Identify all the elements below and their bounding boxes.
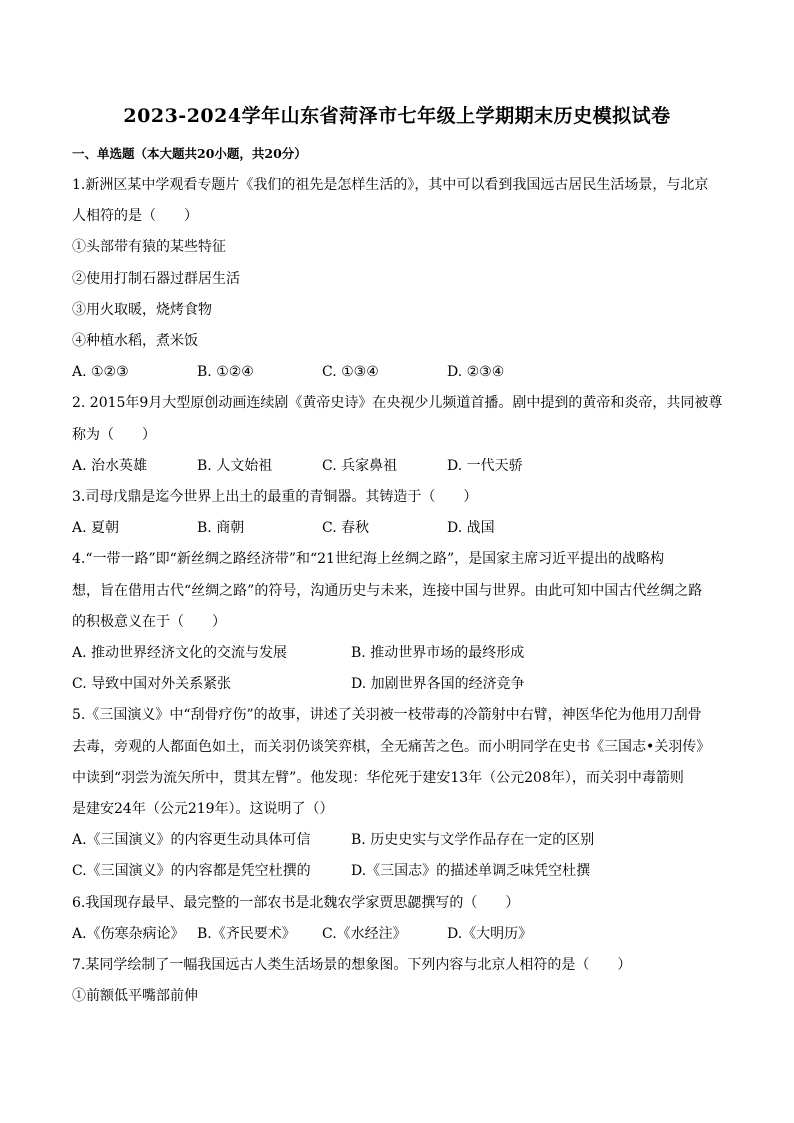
- question-text: 去毒，旁观的人都面色如土，而关羽仍谈笑弈棋，全无痛苦之色。而小明同学在史书《三国志•关羽传》: [72, 738, 711, 755]
- options-row: [72, 825, 722, 856]
- option-c[interactable]: C. 导致中国对外关系紧张: [72, 676, 232, 693]
- options-row: [72, 638, 722, 669]
- question-5: [72, 700, 722, 887]
- question-2: [72, 388, 722, 482]
- question-text: 中读到“羽尝为流矢所中，贯其左臂”。他发现：华佗死于建安13年（公元208年），而关羽中毒箭则: [72, 769, 684, 786]
- option-a[interactable]: A. ①②③: [72, 364, 129, 381]
- option-a[interactable]: A. 夏朝: [72, 520, 120, 537]
- option-d[interactable]: D. 一代天骄: [447, 457, 523, 474]
- statement-item: ④种植水稻，煮米饭: [72, 333, 198, 350]
- option-a[interactable]: A.《伤寒杂病论》: [72, 925, 185, 942]
- question-text: 3.司母戊鼎是迄今世界上出土的最重的青铜器。其铸造于（ ）: [72, 489, 478, 506]
- question-1: [72, 170, 722, 388]
- question-text: 4.“一带一路”即“新丝绸之路经济带”和“21世纪海上丝绸之路”，是国家主席习近平提出的战略构: [72, 551, 665, 568]
- options-row: [72, 669, 722, 700]
- option-b[interactable]: B. 商朝: [197, 520, 245, 537]
- question-text: 2. 2015年9月大型原创动画连续剧《黄帝史诗》在央视少儿频道首播。剧中提到的黄帝和炎帝，共同被尊: [72, 395, 723, 412]
- option-d[interactable]: D.《三国志》的描述单调乏味凭空杜撰: [351, 863, 591, 880]
- question-6: [72, 888, 722, 950]
- option-a[interactable]: A. 治水英雄: [72, 457, 148, 474]
- statement-item: ②使用打制石器过群居生活: [72, 270, 240, 287]
- question-text: 是建安24年（公元219年）。这说明了（）: [72, 801, 334, 818]
- question-text: 7.某同学绘制了一幅我国远古人类生活场景的想象图。下列内容与北京人相符的是（ ）: [72, 957, 632, 974]
- option-b[interactable]: B. 推动世界市场的最终形成: [351, 645, 525, 662]
- option-c[interactable]: C.《三国演义》的内容都是凭空杜撰的: [72, 863, 311, 880]
- option-a[interactable]: A.《三国演义》的内容更生动具体可信: [72, 832, 311, 849]
- options-row: [72, 856, 722, 887]
- options-row: [72, 451, 722, 482]
- options-row: [72, 357, 722, 388]
- option-c[interactable]: C. 兵家鼻祖: [322, 457, 398, 474]
- option-b[interactable]: B. 人文始祖: [197, 457, 273, 474]
- statement-item: ③用火取暖，烧烤食物: [72, 301, 212, 318]
- option-d[interactable]: D. 加剧世界各国的经济竞争: [351, 676, 525, 693]
- question-4: [72, 544, 722, 700]
- option-b[interactable]: B.《齐民要术》: [197, 925, 296, 942]
- page-title: 2023-2024学年山东省菏泽市七年级上学期期末历史模拟试卷: [123, 105, 671, 127]
- option-c[interactable]: C. ①③④: [322, 364, 379, 381]
- question-text: 6.我国现存最早、最完整的一部农书是北魏农学家贾思勰撰写的（ ）: [72, 894, 520, 911]
- options-row: [72, 513, 722, 544]
- question-3: [72, 482, 722, 544]
- statement-item: ①头部带有猿的某些特征: [72, 239, 226, 256]
- question-text: 5.《三国演义》中“刮骨疗伤”的故事，讲述了关羽被一枝带毒的冷箭射中右臂，神医华佗为他用刀刮骨: [72, 707, 702, 724]
- question-text: 称为（ ）: [72, 426, 156, 443]
- option-d[interactable]: D. 战国: [447, 520, 495, 537]
- question-text: 人相符的是（ ）: [72, 208, 198, 225]
- option-d[interactable]: D.《大明历》: [447, 925, 533, 942]
- option-b[interactable]: B. 历史史实与文学作品存在一定的区别: [351, 832, 595, 849]
- option-c[interactable]: C.《水经注》: [322, 925, 407, 942]
- section-heading: 一、单选题（本大题共20小题，共20分）: [72, 146, 307, 161]
- option-d[interactable]: D. ②③④: [447, 364, 505, 381]
- option-b[interactable]: B. ①②④: [197, 364, 254, 381]
- question-text: 想，旨在借用古代“丝绸之路”的符号，沟通历史与未来，连接中国与世界。由此可知中国古代丝绸之路: [72, 582, 703, 599]
- option-c[interactable]: C. 春秋: [322, 520, 370, 537]
- option-a[interactable]: A. 推动世界经济文化的交流与发展: [72, 645, 288, 662]
- statement-item: ①前额低平嘴部前伸: [72, 988, 198, 1005]
- question-text: 1.新洲区某中学观看专题片《我们的祖先是怎样生活的》，其中可以看到我国远古居民生活场景，与北京: [72, 177, 709, 193]
- question-7: [72, 950, 722, 1012]
- options-row: [72, 919, 722, 950]
- question-text: 的积极意义在于（ ）: [72, 613, 226, 630]
